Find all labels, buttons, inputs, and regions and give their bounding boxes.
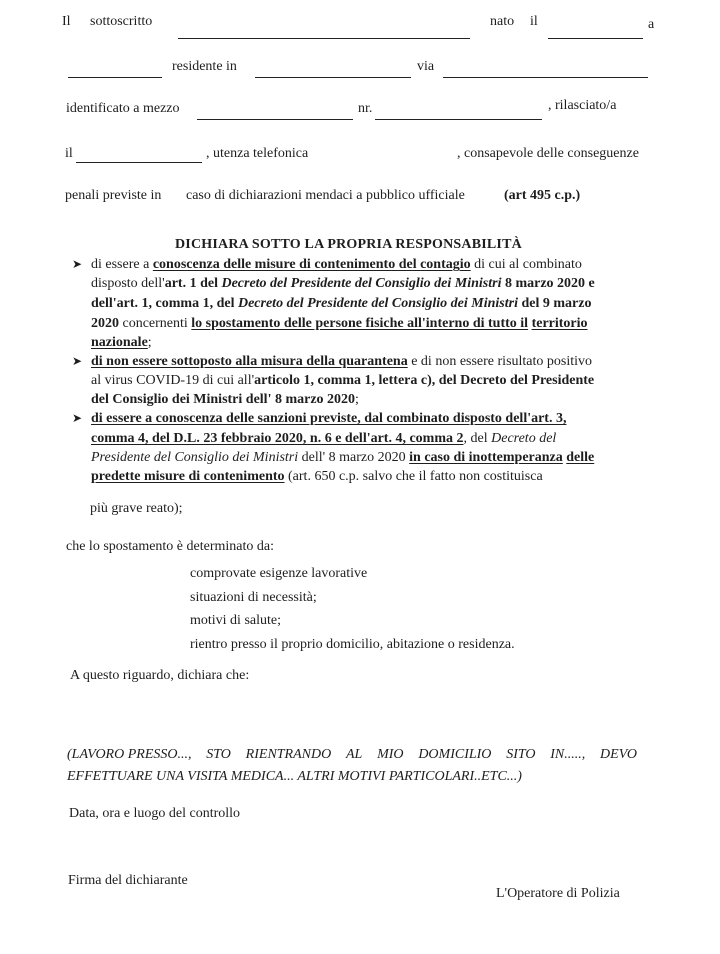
field-luogo-nascita[interactable] — [68, 77, 162, 78]
motivo-item: comprovate esigenze lavorative — [190, 566, 368, 581]
motivo-item: motivi di salute; — [190, 613, 281, 628]
bullet-continuation: più grave reato); — [90, 501, 183, 516]
label-nato: nato — [490, 14, 515, 29]
label-sottoscritto: sottoscritto — [90, 14, 153, 29]
field-documento[interactable] — [197, 119, 353, 120]
label-identificato: identificato a mezzo — [66, 101, 180, 116]
label-consapevole: , consapevole delle conseguenze — [457, 146, 639, 161]
label-penali: penali previste in — [65, 188, 162, 203]
label-residente: residente in — [172, 59, 237, 74]
field-data-nascita[interactable] — [548, 38, 643, 39]
label-utenza: , utenza telefonica — [206, 146, 309, 161]
label-nr: nr. — [358, 101, 373, 116]
label-il-rilascio: il — [65, 146, 73, 161]
arrow-bullet-icon: ➤ — [72, 354, 83, 368]
label-art495: (art 495 c.p.) — [504, 188, 581, 203]
arrow-bullet-icon: ➤ — [72, 411, 83, 425]
label-rilasciato: , rilasciato/a — [548, 98, 617, 113]
field-residenza[interactable] — [255, 77, 411, 78]
label-dichiarazioni: caso di dichiarazioni mendaci a pubblico ufficiale — [186, 188, 465, 203]
riguardo-label: A questo riguardo, dichiara che: — [70, 668, 250, 683]
arrow-bullet-icon: ➤ — [72, 257, 83, 271]
field-via[interactable] — [443, 77, 648, 78]
declaration-heading: DICHIARA SOTTO LA PROPRIA RESPONSABILITÀ — [175, 237, 522, 252]
motivo-item: situazioni di necessità; — [190, 590, 317, 605]
operatore-polizia-label: L'Operatore di Polizia — [496, 886, 620, 901]
field-numero-documento[interactable] — [375, 119, 542, 120]
field-nome[interactable] — [178, 38, 470, 39]
label-via: via — [417, 59, 435, 74]
spostamento-label: che lo spostamento è determinato da: — [66, 539, 274, 554]
motivo-item: rientro presso il proprio domicilio, abitazione o residenza. — [190, 637, 515, 652]
firma-dichiarante-label: Firma del dichiarante — [68, 873, 188, 888]
field-data-rilascio[interactable] — [76, 162, 202, 163]
data-ora-luogo-label: Data, ora e luogo del controllo — [69, 806, 241, 821]
label-il-data: il — [530, 14, 538, 29]
label-a: a — [648, 17, 655, 32]
label-il: Il — [62, 14, 71, 29]
